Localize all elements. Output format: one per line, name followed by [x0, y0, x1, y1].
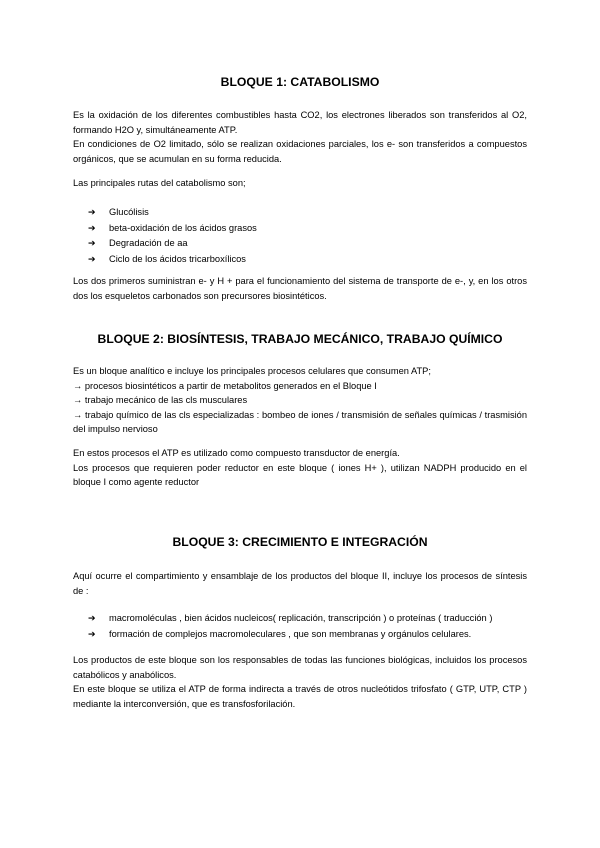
list-item: ➔ beta-oxidación de los ácidos grasos [88, 221, 527, 237]
block3-title: BLOQUE 3: CRECIMIENTO E INTEGRACIÓN [172, 535, 428, 549]
block2-energy [73, 446, 527, 490]
list-item: ➔ Ciclo de los ácidos tricarboxílicos [88, 252, 527, 268]
block1-title: BLOQUE 1: CATABOLISMO [220, 75, 380, 89]
arrow-bullet-icon: ➔ [88, 629, 96, 640]
arrow-bullet-icon: ➔ [88, 239, 96, 250]
block2-paragraph-nadph: Los procesos que requieren poder reductor en este bloque ( iones H+ ), utilizan NADPH producido en el bloque I como agente reductor [73, 462, 527, 488]
block2-description [73, 364, 527, 437]
block1-paragraph-1: Es la oxidación de los diferentes combustibles hasta CO2, los electrones liberados son transferidos al O2, formando H2O y, simultáneamente ATP. [73, 110, 527, 135]
block1-closing: Los dos primeros suministran e- y H + para el funcionamiento del sistema de transporte de e-, y, en los otros dos los esqueletos carbonados son precursores biosintéticos. [73, 276, 527, 301]
list-item: ➔ macromoléculas , bien ácidos nucleicos( replicación, transcripción ) o proteínas ( traducción ) [88, 611, 527, 627]
list-item: ➔ Degradación de aa [88, 236, 527, 252]
block2-line-3: → trabajo mecánico de las cls musculares [73, 395, 248, 406]
block1-paragraph-2: En condiciones de O2 limitado, sólo se realizan oxidaciones parciales, los e- son transferidos a compuestos orgánicos, que se acumulan en su forma reducida. [73, 139, 527, 164]
list-item: ➔ Glucólisis [88, 205, 527, 221]
arrow-bullet-icon: ➔ [88, 223, 96, 234]
block3-intro: Aquí ocurre el compartimiento y ensamblaje de los productos del bloque II, incluye los procesos de síntesis de : [73, 571, 527, 596]
block2-line-4: → trabajo químico de las cls especializadas : bombeo de iones / transmisión de señales químicas / trasmisión del impulso nervioso [73, 409, 527, 435]
block1-definition [73, 108, 527, 166]
block3-products [73, 653, 527, 711]
arrow-bullet-icon: ➔ [88, 254, 96, 265]
block2-line-1: Es un bloque analítico e incluye los principales procesos celulares que consumen ATP; [73, 366, 431, 376]
block2-paragraph-atp: En estos procesos el ATP es utilizado como compuesto transductor de energía. [73, 448, 400, 458]
list-item: ➔ formación de complejos macromoleculares , que son membranas y orgánulos celulares. [88, 627, 527, 643]
block3-synthesis-list [73, 611, 527, 642]
arrow-bullet-icon: ➔ [88, 614, 96, 624]
block1-intro: Las principales rutas del catabolismo son; [73, 178, 246, 188]
block3-paragraph-2: En este bloque se utiliza el ATP de forma indirecta a través de otros nucleótidos trifosfato ( GTP, UTP, CTP ) mediante la interconversión, que es transfosforilación. [73, 684, 527, 709]
block3-paragraph-1: Los productos de este bloque son los responsables de todas las funciones biológicas, incluidos los procesos catabólicos y anabólicos. [73, 655, 527, 680]
block2-title: BLOQUE 2: BIOSÍNTESIS, TRABAJO MECÁNICO, TRABAJO QUÍMICO [97, 332, 503, 346]
block2-line-2: → procesos biosintéticos a partir de metabolitos generados en el Bloque I [73, 380, 377, 391]
block1-route-list [73, 205, 527, 267]
arrow-bullet-icon: ➔ [88, 208, 96, 218]
